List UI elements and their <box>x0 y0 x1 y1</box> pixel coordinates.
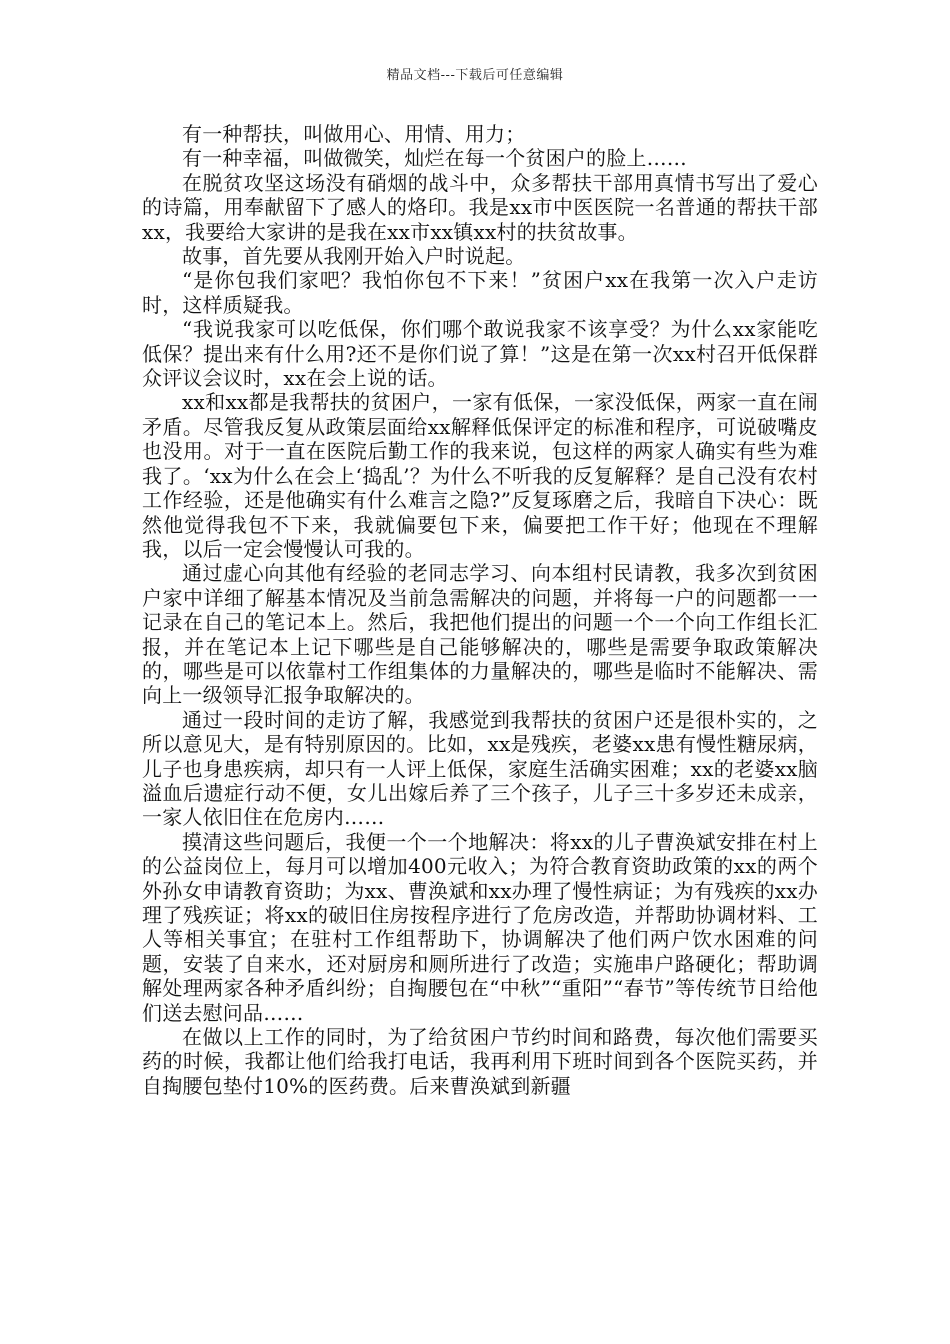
paragraph-8: 通过虚心向其他有经验的老同志学习、向本组村民请教，我多次到贫困户家中详细了解基本情况及当前急需解决的问题，并将每一户的问题都一一记录在自己的笔记本上。然后，我把他们提出的问题一个一个向工作组长汇报，并在笔记本上记下哪些是自己能够解决的，哪些是需要争取政策解决的，哪些是可以依靠村工作组集体的力量解决的，哪些是临时不能解决、需向上一级领导汇报争取解决的。 <box>142 561 818 708</box>
document-body <box>142 122 818 1098</box>
paragraph-3: 在脱贫攻坚这场没有硝烟的战斗中，众多帮扶干部用真情书写出了爱心的诗篇，用奉献留下了感人的烙印。我是xx市中医医院一名普通的帮扶干部xx，我要给大家讲的是我在xx市xx镇xx村的扶贫故事。 <box>142 170 818 244</box>
paragraph-7: xx和xx都是我帮扶的贫困户，一家有低保，一家没低保，两家一直在闹矛盾。尽管我反复从政策层面给xx解释低保评定的标准和程序，可说破嘴皮也没用。对于一直在医院后勤工作的我来说，包这样的两家人确实有些为难我了。‘xx为什么在会上‘捣乱’？为什么不听我的反复解释？是自己没有农村工作经验，还是他确实有什么难言之隐?”反复琢磨之后，我暗自下决心：既然他觉得我包不下来，我就偏要包下来，偏要把工作干好；他现在不理解我，以后一定会慢慢认可我的。 <box>142 390 818 561</box>
paragraph-5: “是你包我们家吧？我怕你包不下来！”贫困户xx在我第一次入户走访时，这样质疑我。 <box>142 268 818 317</box>
paragraph-4: 故事，首先要从我刚开始入户时说起。 <box>182 244 526 269</box>
paragraph-1: 有一种帮扶，叫做用心、用情、用力； <box>182 122 526 146</box>
paragraph-10: 摸清这些问题后，我便一个一个地解决：将xx的儿子曹涣斌安排在村上的公益岗位上，每月可以增加400元收入；为符合教育资助政策的xx的两个外孙女申请教育资助；为xx、曹涣斌和xx办理了慢性病证；为有残疾的xx办理了残疾证；将xx的破旧住房按程序进行了危房改造，并帮助协调材料、工人等相关事宜；在驻村工作组帮助下，协调解决了他们两户饮水困难的问题，安装了自来水，还对厨房和厕所进行了改造；实施串户路硬化；帮助调解处理两家各种矛盾纠纷；自掏腰包在“中秋”“重阳”“春节”等传统节日给他们送去慰问品…… <box>142 829 818 1025</box>
paragraph-6: “我说我家可以吃低保，你们哪个敢说我家不该享受？为什么xx家能吃低保？提出来有什么用?还不是你们说了算！”这是在第一次xx村召开低保群众评议会议时，xx在会上说的话。 <box>142 317 818 391</box>
paragraph-11: 在做以上工作的同时，为了给贫困户节约时间和路费，每次他们需要买药的时候，我都让他们给我打电话，我再利用下班时间到各个医院买药，并自掏腰包垫付10%的医药费。后来曹涣斌到新疆 <box>142 1025 818 1098</box>
page-header: 精品文档---下载后可任意编辑 <box>386 68 564 83</box>
paragraph-9: 通过一段时间的走访了解，我感觉到我帮扶的贫困户还是很朴实的，之所以意见大，是有特别原因的。比如，xx是残疾，老婆xx患有慢性糖尿病，儿子也身患疾病，却只有一人评上低保，家庭生活确实困难；xx的老婆xx脑溢血后遗症行动不便，女儿出嫁后养了三个孩子，儿子三十多岁还未成亲，一家人依旧住在危房内…… <box>142 707 818 830</box>
paragraph-2: 有一种幸福，叫做微笑，灿烂在每一个贫困户的脸上…… <box>182 146 687 171</box>
